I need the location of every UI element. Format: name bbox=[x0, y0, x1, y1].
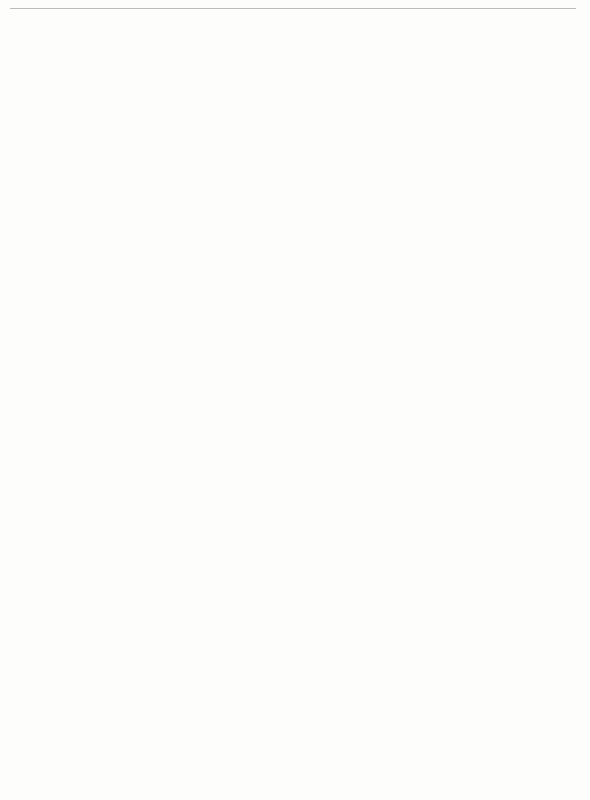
essay-section bbox=[10, 9, 576, 12]
